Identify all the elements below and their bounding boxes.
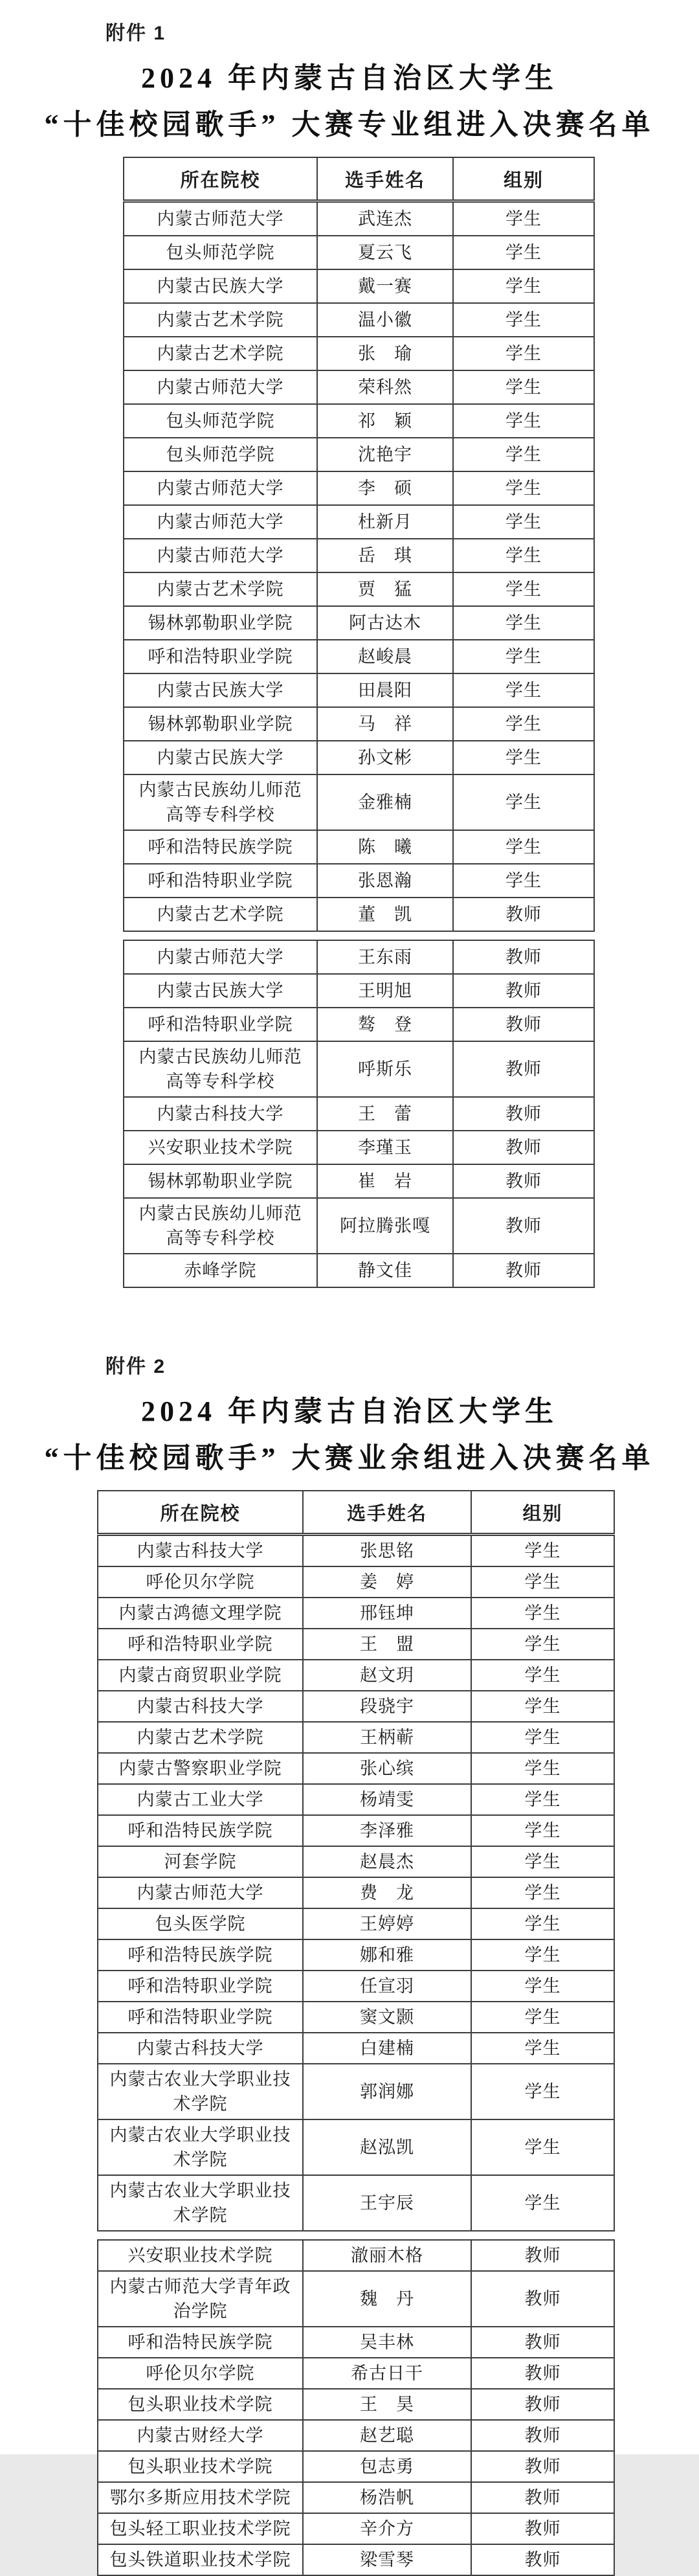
group-cell: 学生 [471,1535,614,1567]
table-row [124,830,594,864]
group-cell: 学生 [453,572,594,606]
name-cell: 郭润娜 [303,2064,471,2119]
school-cell: 呼和浩特职业学院 [98,1629,303,1660]
name-cell: 张 瑜 [317,337,453,370]
school-cell: 呼和浩特职业学院 [124,1008,317,1041]
table-row [124,370,594,404]
table-row [98,1535,614,1567]
name-cell: 任宣羽 [303,1971,471,2002]
group-cell: 学生 [471,1629,614,1660]
school-cell: 兴安职业技术学院 [124,1131,317,1164]
group-cell: 学生 [453,370,594,404]
table-row [124,1041,594,1097]
table-row [124,404,594,438]
table-row [124,337,594,370]
group-cell: 教师 [453,940,594,974]
group-cell: 教师 [471,2451,614,2482]
school-cell: 内蒙古艺术学院 [124,572,317,606]
group-cell: 学生 [471,1722,614,1753]
school-cell: 内蒙古科技大学 [98,1691,303,1722]
school-cell: 包头轻工职业技术学院 [98,2513,303,2544]
school-cell: 内蒙古艺术学院 [124,337,317,370]
name-cell: 田晨阳 [317,673,453,707]
group-cell: 学生 [471,1877,614,1908]
school-cell: 内蒙古鸿德文理学院 [98,1598,303,1629]
table-row [124,438,594,471]
table-row [98,1722,614,1753]
table-row [124,707,594,741]
name-cell: 王明旭 [317,974,453,1008]
group-cell: 教师 [453,1131,594,1164]
school-cell: 包头铁道职业技术学院 [98,2544,303,2575]
group-cell: 教师 [471,2327,614,2358]
attachment-1-label: 附件 1 [105,23,166,44]
group-cell: 学生 [471,1908,614,1939]
school-cell: 内蒙古民族大学 [124,673,317,707]
group-cell: 学生 [471,2119,614,2175]
group-cell: 学生 [453,774,594,830]
name-cell: 赵文玥 [303,1660,471,1691]
name-cell: 戴一赛 [317,269,453,303]
school-cell: 内蒙古商贸职业学院 [98,1660,303,1691]
name-cell: 吴丰林 [303,2327,471,2358]
group-cell: 教师 [453,1041,594,1097]
table-row [98,2002,614,2033]
school-cell: 内蒙古工业大学 [98,1784,303,1815]
name-cell: 李 硕 [317,471,453,505]
table-row [98,2544,614,2575]
name-cell: 骜 登 [317,1008,453,1041]
attachment-1-title-line1: 2024 年内蒙古自治区大学生 [141,62,558,94]
column-header: 组别 [453,157,594,201]
school-cell: 锡林郭勒职业学院 [124,1164,317,1198]
name-cell: 王 盟 [303,1629,471,1660]
school-cell: 包头医学院 [98,1908,303,1939]
table-row [98,1846,614,1877]
table-row [98,1939,614,1971]
table-row [124,606,594,640]
name-cell: 杜新月 [317,505,453,539]
school-cell: 内蒙古农业大学职业技 术学院 [98,2175,303,2231]
table-row [98,2271,614,2327]
school-cell: 内蒙古农业大学职业技 术学院 [98,2064,303,2119]
school-cell: 内蒙古民族幼儿师范 高等专科学校 [124,774,317,830]
name-cell: 张思铭 [303,1535,471,1567]
group-cell: 教师 [471,2544,614,2575]
school-cell: 鄂尔多斯应用技术学院 [98,2482,303,2513]
table-row [98,2420,614,2451]
school-cell: 内蒙古农业大学职业技 术学院 [98,2119,303,2175]
table-row [98,1660,614,1691]
school-cell: 内蒙古艺术学院 [98,1722,303,1753]
name-cell: 赵艺聪 [303,2420,471,2451]
table-row [124,201,594,236]
table-row [98,1753,614,1784]
pro-group-student-table [123,157,595,932]
table-row [98,2240,614,2271]
group-cell: 教师 [471,2389,614,2420]
name-cell: 张恩瀚 [317,864,453,898]
name-cell: 白建楠 [303,2033,471,2064]
table-row [98,2033,614,2064]
table-row [98,1598,614,1629]
school-cell: 内蒙古师范大学 [124,940,317,974]
name-cell: 费 龙 [303,1877,471,1908]
school-cell: 呼和浩特民族学院 [98,1815,303,1846]
school-cell: 兴安职业技术学院 [98,2240,303,2271]
table-row [124,1198,594,1254]
name-cell: 荣科然 [317,370,453,404]
school-cell: 呼和浩特民族学院 [124,830,317,864]
name-cell: 杨靖雯 [303,1784,471,1815]
school-cell: 内蒙古财经大学 [98,2420,303,2451]
table-row [98,2327,614,2358]
name-cell: 澈丽木格 [303,2240,471,2271]
group-cell: 教师 [471,2420,614,2451]
group-cell: 学生 [471,1691,614,1722]
group-cell: 学生 [471,2064,614,2119]
group-cell: 学生 [453,830,594,864]
table-row [98,1908,614,1939]
group-cell: 学生 [453,640,594,673]
amateur-group-table-header [98,1491,614,1535]
school-cell: 内蒙古民族大学 [124,974,317,1008]
school-cell: 呼伦贝尔学院 [98,1566,303,1598]
name-cell: 陈 曦 [317,830,453,864]
group-cell: 教师 [453,1097,594,1131]
name-cell: 李泽雅 [303,1815,471,1846]
school-cell: 包头职业技术学院 [98,2451,303,2482]
table-row [98,2451,614,2482]
table-row [124,1164,594,1198]
name-cell: 孙文彬 [317,741,453,774]
school-cell: 呼和浩特职业学院 [124,640,317,673]
table-row [124,864,594,898]
group-cell: 教师 [453,898,594,931]
school-cell: 内蒙古民族幼儿师范 高等专科学校 [124,1198,317,1254]
name-cell: 金雅楠 [317,774,453,830]
group-cell: 学生 [471,2175,614,2231]
name-cell: 岳 琪 [317,539,453,572]
name-cell: 王 蕾 [317,1097,453,1131]
table-row [124,471,594,505]
name-cell: 辛介方 [303,2513,471,2544]
table-row [124,774,594,830]
school-cell: 河套学院 [98,1846,303,1877]
group-cell: 教师 [471,2271,614,2327]
school-cell: 内蒙古科技大学 [124,1097,317,1131]
school-cell: 锡林郭勒职业学院 [124,707,317,741]
group-cell: 教师 [453,1008,594,1041]
name-cell: 邢钰坤 [303,1598,471,1629]
school-cell: 内蒙古师范大学 [124,370,317,404]
group-cell: 学生 [453,673,594,707]
group-cell: 教师 [453,974,594,1008]
table-row [98,1691,614,1722]
column-header: 所在院校 [98,1491,303,1535]
name-cell: 王东雨 [317,940,453,974]
group-cell: 学生 [471,2002,614,2033]
table-row [98,1971,614,2002]
table-row [98,2513,614,2544]
pro-group-table-header [124,157,594,201]
group-cell: 教师 [453,1254,594,1287]
name-cell: 王 昊 [303,2389,471,2420]
group-cell: 学生 [453,438,594,471]
school-cell: 包头职业技术学院 [98,2389,303,2420]
group-cell: 学生 [453,606,594,640]
table-row [124,940,594,974]
name-cell: 祁 颖 [317,404,453,438]
group-cell: 学生 [471,2033,614,2064]
school-cell: 呼和浩特职业学院 [98,2002,303,2033]
group-cell: 学生 [471,1939,614,1971]
school-cell: 内蒙古科技大学 [98,2033,303,2064]
school-cell: 内蒙古师范大学 [124,505,317,539]
group-cell: 学生 [471,1753,614,1784]
amateur-group-student-table [97,1490,615,2231]
school-cell: 内蒙古警察职业学院 [98,1753,303,1784]
column-header: 组别 [471,1491,614,1535]
group-cell: 教师 [453,1198,594,1254]
table-row [124,1097,594,1131]
group-cell: 教师 [471,2240,614,2271]
school-cell: 内蒙古师范大学青年政 治学院 [98,2271,303,2327]
table-row [124,1131,594,1164]
school-cell: 包头师范学院 [124,438,317,471]
group-cell: 学生 [471,1598,614,1629]
name-cell: 张心缤 [303,1753,471,1784]
column-header: 所在院校 [124,157,317,201]
name-cell: 静文佳 [317,1254,453,1287]
name-cell: 沈艳宇 [317,438,453,471]
table-row [124,539,594,572]
table-row [124,269,594,303]
group-cell: 学生 [453,303,594,337]
table-row [98,2064,614,2119]
table-row [98,2175,614,2231]
school-cell: 呼伦贝尔学院 [98,2358,303,2389]
school-cell: 内蒙古师范大学 [124,201,317,236]
name-cell: 赵晨杰 [303,1846,471,1877]
attachment-2-title-line1: 2024 年内蒙古自治区大学生 [141,1395,558,1427]
name-cell: 王宇辰 [303,2175,471,2231]
school-cell: 内蒙古师范大学 [124,539,317,572]
name-cell: 段骁宇 [303,1691,471,1722]
name-cell: 武连杰 [317,201,453,236]
group-cell: 学生 [453,505,594,539]
group-cell: 教师 [471,2482,614,2513]
school-cell: 内蒙古科技大学 [98,1535,303,1567]
table-row [98,1629,614,1660]
pro-group-teacher-table [123,940,595,1288]
group-cell: 学生 [453,236,594,269]
name-cell: 夏云飞 [317,236,453,269]
table-row [124,505,594,539]
group-cell: 教师 [453,1164,594,1198]
school-cell: 内蒙古师范大学 [124,471,317,505]
name-cell: 崔 岩 [317,1164,453,1198]
name-cell: 包志勇 [303,2451,471,2482]
school-cell: 包头师范学院 [124,404,317,438]
group-cell: 学生 [453,404,594,438]
table-row [124,1254,594,1287]
name-cell: 赵泓凯 [303,2119,471,2175]
group-cell: 学生 [471,1846,614,1877]
name-cell: 贾 猛 [317,572,453,606]
table-row [98,2358,614,2389]
school-cell: 锡林郭勒职业学院 [124,606,317,640]
table-row [124,741,594,774]
school-cell: 呼和浩特民族学院 [98,2327,303,2358]
name-cell: 董 凯 [317,898,453,931]
school-cell: 呼和浩特职业学院 [98,1971,303,2002]
group-cell: 学生 [453,337,594,370]
header-row [98,1491,614,1535]
table-row [124,898,594,931]
group-cell: 学生 [471,1971,614,2002]
name-cell: 窦文颢 [303,2002,471,2033]
table-row [124,303,594,337]
name-cell: 杨浩帆 [303,2482,471,2513]
attachment-1-title-line2: “十佳校园歌手” 大赛专业组进入决赛名单 [44,109,655,141]
table-row [98,1566,614,1598]
table-row [98,2482,614,2513]
group-cell: 学生 [453,539,594,572]
school-cell: 包头师范学院 [124,236,317,269]
school-cell: 内蒙古艺术学院 [124,898,317,931]
school-cell: 内蒙古民族大学 [124,269,317,303]
group-cell: 学生 [471,1815,614,1846]
header-row [124,157,594,201]
name-cell: 马 祥 [317,707,453,741]
name-cell: 呼斯乐 [317,1041,453,1097]
table-row [124,1008,594,1041]
name-cell: 阿拉腾张嘎 [317,1198,453,1254]
table-row [98,2389,614,2420]
name-cell: 李瑾玉 [317,1131,453,1164]
name-cell: 希古日干 [303,2358,471,2389]
group-cell: 教师 [471,2358,614,2389]
school-cell: 呼和浩特民族学院 [98,1939,303,1971]
name-cell: 王婷婷 [303,1908,471,1939]
name-cell: 赵峻晨 [317,640,453,673]
table-row [124,974,594,1008]
table-row [98,2119,614,2175]
school-cell: 内蒙古艺术学院 [124,303,317,337]
school-cell: 内蒙古师范大学 [98,1877,303,1908]
group-cell: 学生 [453,707,594,741]
name-cell: 温小徽 [317,303,453,337]
group-cell: 学生 [471,1784,614,1815]
name-cell: 阿古达木 [317,606,453,640]
group-cell: 学生 [453,864,594,898]
column-header: 选手姓名 [303,1491,471,1535]
name-cell: 魏 丹 [303,2271,471,2327]
name-cell: 姜 婷 [303,1566,471,1598]
column-header: 选手姓名 [317,157,453,201]
table-row [98,1784,614,1815]
group-cell: 教师 [471,2513,614,2544]
table-row [124,572,594,606]
group-cell: 学生 [453,741,594,774]
table-row [98,1877,614,1908]
name-cell: 娜和雅 [303,1939,471,1971]
name-cell: 王柄蕲 [303,1722,471,1753]
school-cell: 内蒙古民族大学 [124,741,317,774]
group-cell: 学生 [453,471,594,505]
group-cell: 学生 [453,269,594,303]
table-row [124,640,594,673]
attachment-2-label: 附件 2 [105,1356,166,1377]
school-cell: 呼和浩特职业学院 [124,864,317,898]
table-row [98,1815,614,1846]
group-cell: 学生 [471,1660,614,1691]
group-cell: 学生 [453,201,594,236]
table-row [124,236,594,269]
school-cell: 内蒙古民族幼儿师范 高等专科学校 [124,1041,317,1097]
school-cell: 赤峰学院 [124,1254,317,1287]
table-row [124,673,594,707]
group-cell: 学生 [471,1566,614,1598]
attachment-2-title-line2: “十佳校园歌手” 大赛业余组进入决赛名单 [44,1442,655,1474]
amateur-group-teacher-table [97,2239,615,2576]
name-cell: 梁雪琴 [303,2544,471,2575]
